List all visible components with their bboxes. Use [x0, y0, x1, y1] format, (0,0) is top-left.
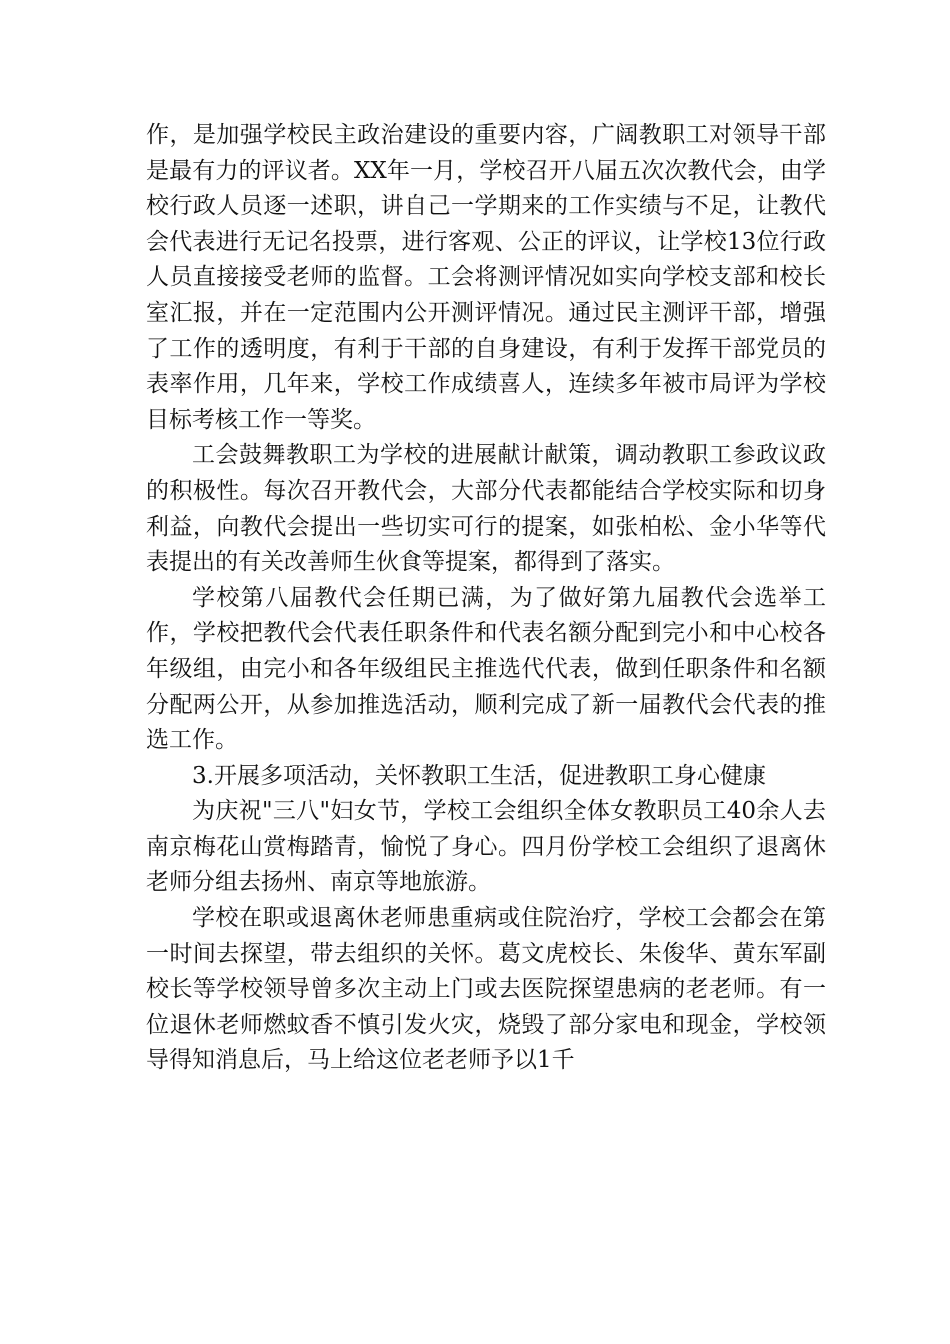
paragraph-care-visits: 学校在职或退离休老师患重病或住院治疗，学校工会都会在第一时间去探望，带去组织的关怀。葛文虎校长、朱俊华、黄东军副校长等学校领导曾多次主动上门或去医院探望患病的老老师。有一位退休老师燃蚊香不慎引发火灾，烧毁了部分家电和现金，学校领导得知消息后，马上给这位老老师予以1千 [146, 905, 826, 1074]
document-body [146, 118, 826, 1079]
paragraph-evaluation: 作，是加强学校民主政治建设的重要内容，广阔教职工对领导干部是最有力的评议者。XX年一月，学校召开八届五次次教代会，由学校行政人员逐一述职，讲自己一学期来的工作实绩与不足，让教代会代表进行无记名投票，进行客观、公正的评议，让学校13位行政人员直接接受老师的监督。工会将测评情况如实向学校支部和校长室汇报，并在一定范围内公开测评情况。通过民主测评干部，增强了工作的透明度，有利于干部的自身建设，有利于发挥干部党员的表率作用，几年来，学校工作成绩喜人，连续多年被市局评为学校目标考核工作一等奖。 [146, 122, 826, 433]
paragraph-proposals: 工会鼓舞教职工为学校的进展献计献策，调动教职工参政议政的积极性。每次召开教代会，大部分代表都能结合学校实际和切身利益，向教代会提出一些切实可行的提案，如张柏松、金小华等代表提出的有关改善师生伙食等提案，都得到了落实。 [146, 442, 826, 576]
section-heading-activities: 3.开展多项活动，关怀教职工生活，促进教职工身心健康 [192, 762, 766, 789]
paragraph-womens-day: 为庆祝"三八"妇女节，学校工会组织全体女教职员工40余人去南京梅花山赏梅踏青，愉悦了身心。四月份学校工会组织了退离休老师分组去扬州、南京等地旅游。 [146, 798, 826, 896]
paragraph-election: 学校第八届教代会任期已满，为了做好第九届教代会选举工作，学校把教代会代表任职条件和代表名额分配到完小和中心校各年级组，由完小和各年级组民主推选代代表，做到任职条件和名额分配两公开，从参加推选活动，顺利完成了新一届教代会代表的推选工作。 [146, 584, 826, 754]
